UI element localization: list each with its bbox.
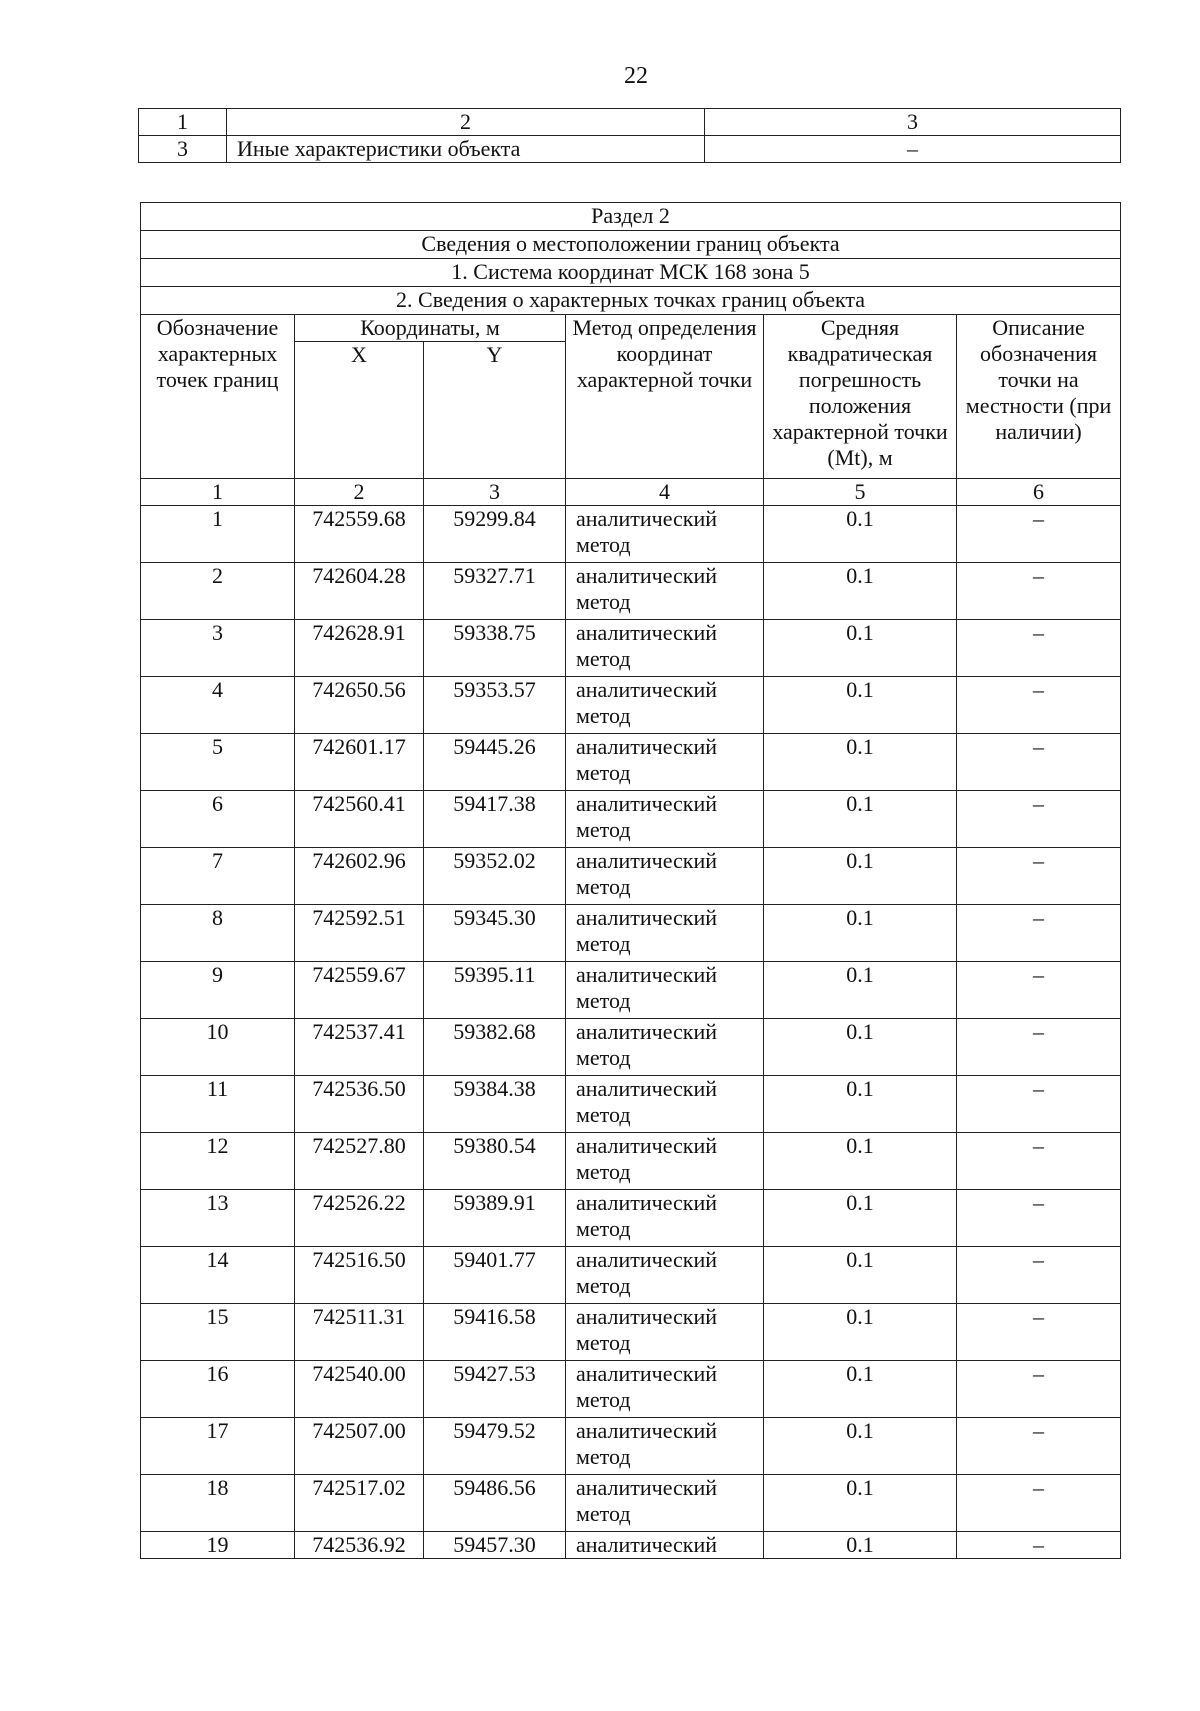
table-row [141,1304,1121,1361]
table-row [141,1475,1121,1532]
method-cell: аналитический метод [566,563,764,620]
point-number: 6 [141,791,295,848]
coordinate-x: 742517.02 [295,1475,424,1532]
method-cell: аналитический метод [566,1190,764,1247]
description-cell: – [957,1475,1121,1532]
table-row [141,848,1121,905]
characteristic-value: – [705,136,1121,163]
coordinate-x: 742536.50 [295,1076,424,1133]
table-row [141,1019,1121,1076]
column-header-row [141,315,1121,342]
points-title: 2. Сведения о характерных точках границ объекта [141,287,1121,315]
error-cell: 0.1 [764,1304,957,1361]
section-subtitle-row [141,231,1121,259]
error-cell: 0.1 [764,791,957,848]
description-cell: – [957,1076,1121,1133]
coordinate-x: 742650.56 [295,677,424,734]
error-cell: 0.1 [764,1190,957,1247]
table-row [141,791,1121,848]
table-row [141,734,1121,791]
description-cell: – [957,506,1121,563]
error-cell: 0.1 [764,563,957,620]
point-number: 11 [141,1076,295,1133]
error-header: Средняя квадратическая погрешность положения характерной точки (Mt), м [764,315,957,479]
method-cell: аналитический метод [566,1418,764,1475]
column-number: 4 [566,479,764,506]
boundary-points-table [140,202,1121,1559]
coordinate-x: 742527.80 [295,1133,424,1190]
table-row [141,563,1121,620]
coordinate-y: 59445.26 [424,734,566,791]
column-number: 2 [295,479,424,506]
coordinate-system-row [141,259,1121,287]
coordinate-y: 59345.30 [424,905,566,962]
coordinate-y: 59380.54 [424,1133,566,1190]
column-number-row [141,479,1121,506]
error-cell: 0.1 [764,962,957,1019]
method-cell: аналитический метод [566,1475,764,1532]
description-cell: – [957,1133,1121,1190]
section-title: Раздел 2 [141,203,1121,231]
point-number: 8 [141,905,295,962]
section-subtitle: Сведения о местоположении границ объекта [141,231,1121,259]
point-number: 3 [141,620,295,677]
coordinate-x: 742559.68 [295,506,424,563]
coordinate-x: 742507.00 [295,1418,424,1475]
coordinate-x: 742511.31 [295,1304,424,1361]
table-row [141,1190,1121,1247]
characteristics-header-row [139,109,1121,136]
method-cell: аналитический метод [566,791,764,848]
error-cell: 0.1 [764,905,957,962]
header-cell: 2 [227,109,705,136]
error-cell: 0.1 [764,677,957,734]
description-cell: – [957,1247,1121,1304]
coordinate-x: 742536.92 [295,1532,424,1559]
coordinate-y: 59427.53 [424,1361,566,1418]
coordinate-x: 742537.41 [295,1019,424,1076]
method-cell: аналитический метод [566,1247,764,1304]
coordinate-y: 59417.38 [424,791,566,848]
column-number: 1 [141,479,295,506]
x-header: X [295,342,424,479]
coordinate-y: 59382.68 [424,1019,566,1076]
coordinate-x: 742628.91 [295,620,424,677]
coordinate-y: 59389.91 [424,1190,566,1247]
error-cell: 0.1 [764,1133,957,1190]
coordinate-x: 742604.28 [295,563,424,620]
point-number: 2 [141,563,295,620]
point-number: 13 [141,1190,295,1247]
table-row [141,1418,1121,1475]
designation-header: Обозначение характерных точек границ [141,315,295,479]
error-cell: 0.1 [764,1247,957,1304]
error-cell: 0.1 [764,1475,957,1532]
coordinate-y: 59401.77 [424,1247,566,1304]
section-title-row [141,203,1121,231]
coordinate-x: 742601.17 [295,734,424,791]
method-cell: аналитический метод [566,506,764,563]
error-cell: 0.1 [764,1019,957,1076]
description-cell: – [957,563,1121,620]
table-row [141,962,1121,1019]
point-number: 9 [141,962,295,1019]
point-number: 1 [141,506,295,563]
point-number: 16 [141,1361,295,1418]
method-cell: аналитический метод [566,1361,764,1418]
coordinate-y: 59299.84 [424,506,566,563]
point-number: 17 [141,1418,295,1475]
method-cell: аналитический метод [566,734,764,791]
point-number: 19 [141,1532,295,1559]
method-cell: аналитический [566,1532,764,1559]
coordinate-y: 59416.58 [424,1304,566,1361]
coordinate-x: 742559.67 [295,962,424,1019]
method-cell: аналитический метод [566,848,764,905]
method-cell: аналитический метод [566,1019,764,1076]
method-cell: аналитический метод [566,905,764,962]
description-cell: – [957,677,1121,734]
method-cell: аналитический метод [566,677,764,734]
description-cell: – [957,791,1121,848]
points-title-row [141,287,1121,315]
coordinate-y: 59457.30 [424,1532,566,1559]
error-cell: 0.1 [764,1076,957,1133]
coordinate-y: 59384.38 [424,1076,566,1133]
point-number: 18 [141,1475,295,1532]
page-number: 22 [624,63,648,89]
error-cell: 0.1 [764,1361,957,1418]
table-row [141,677,1121,734]
coordinate-system: 1. Система координат МСК 168 зона 5 [141,259,1121,287]
y-header: Y [424,342,566,479]
description-cell: – [957,1532,1121,1559]
point-number: 5 [141,734,295,791]
coordinate-x: 742602.96 [295,848,424,905]
description-cell: – [957,620,1121,677]
method-cell: аналитический метод [566,620,764,677]
point-number: 10 [141,1019,295,1076]
coordinate-x: 742560.41 [295,791,424,848]
error-cell: 0.1 [764,734,957,791]
point-number: 12 [141,1133,295,1190]
method-cell: аналитический метод [566,1076,764,1133]
coordinate-x: 742526.22 [295,1190,424,1247]
column-number: 3 [424,479,566,506]
point-number: 15 [141,1304,295,1361]
coordinate-y: 59395.11 [424,962,566,1019]
coordinate-x: 742540.00 [295,1361,424,1418]
table-row [141,620,1121,677]
column-number: 5 [764,479,957,506]
point-number: 14 [141,1247,295,1304]
coordinates-header: Координаты, м [295,315,566,342]
description-cell: – [957,905,1121,962]
header-cell: 1 [139,109,227,136]
coordinate-y: 59486.56 [424,1475,566,1532]
row-number: 3 [139,136,227,163]
description-cell: – [957,1190,1121,1247]
table-row [141,1076,1121,1133]
coordinate-y: 59352.02 [424,848,566,905]
point-number: 7 [141,848,295,905]
coordinate-x: 742592.51 [295,905,424,962]
description-cell: – [957,1361,1121,1418]
characteristics-table [138,108,1121,163]
table-row [141,1532,1121,1559]
coordinate-y: 59479.52 [424,1418,566,1475]
coordinate-x: 742516.50 [295,1247,424,1304]
method-cell: аналитический метод [566,1304,764,1361]
error-cell: 0.1 [764,1532,957,1559]
table-row [141,905,1121,962]
header-cell: 3 [705,109,1121,136]
description-cell: – [957,1019,1121,1076]
description-cell: – [957,962,1121,1019]
method-header: Метод определения координат характерной точки [566,315,764,479]
table-row [141,1361,1121,1418]
error-cell: 0.1 [764,506,957,563]
coordinate-y: 59327.71 [424,563,566,620]
method-cell: аналитический метод [566,1133,764,1190]
characteristic-label: Иные характеристики объекта [227,136,705,163]
description-cell: – [957,848,1121,905]
characteristics-row [139,136,1121,163]
coordinate-y: 59353.57 [424,677,566,734]
error-cell: 0.1 [764,848,957,905]
table-row [141,506,1121,563]
coordinate-y: 59338.75 [424,620,566,677]
description-cell: – [957,1304,1121,1361]
table-row [141,1133,1121,1190]
description-header: Описание обозначения точки на местности (при наличии) [957,315,1121,479]
method-cell: аналитический метод [566,962,764,1019]
description-cell: – [957,734,1121,791]
error-cell: 0.1 [764,1418,957,1475]
point-number: 4 [141,677,295,734]
table-row [141,1247,1121,1304]
error-cell: 0.1 [764,620,957,677]
column-number: 6 [957,479,1121,506]
description-cell: – [957,1418,1121,1475]
